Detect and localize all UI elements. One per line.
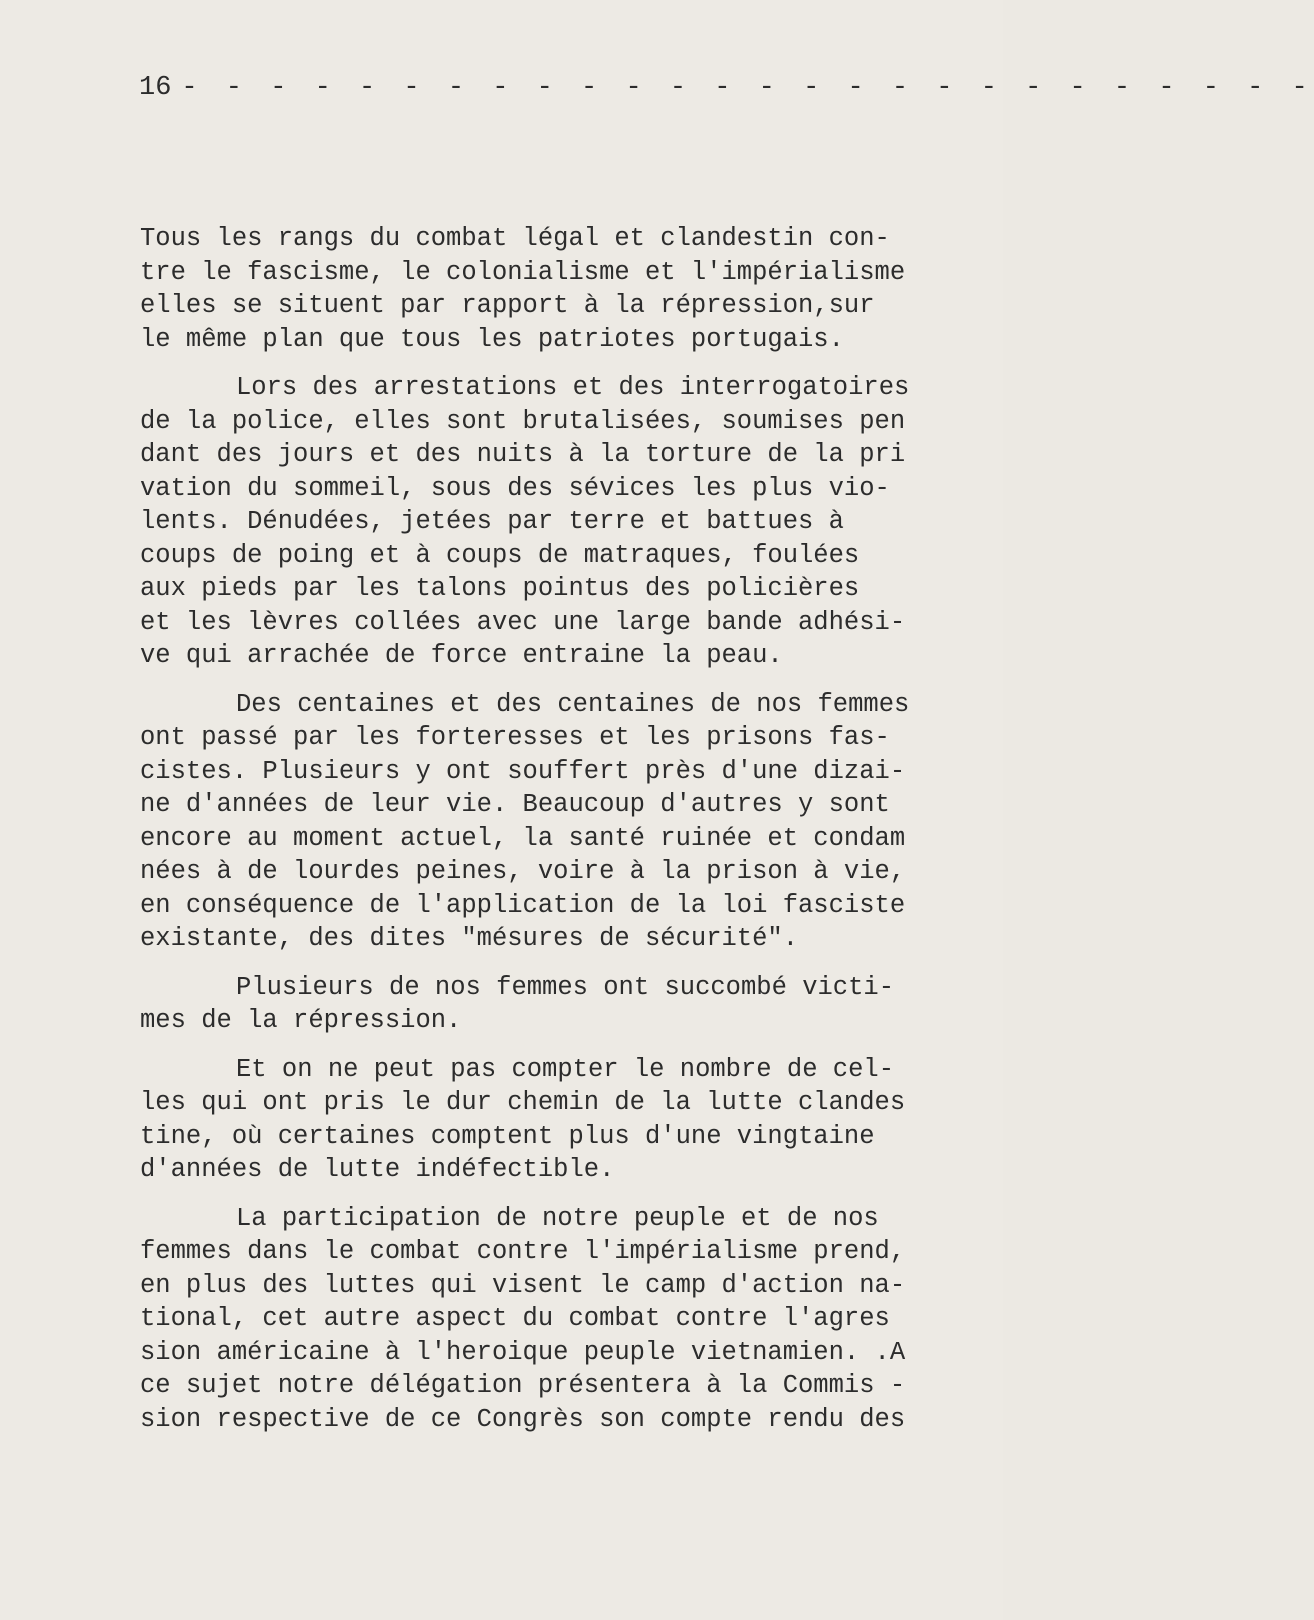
text-line: nées à de lourdes peines, voire à la prison à vie, [140, 857, 906, 886]
text-line: ont passé par les forteresses et les prisons fas- [140, 723, 890, 752]
text-line: femmes dans le combat contre l'impérialisme prend, [140, 1237, 906, 1266]
text-line: Et on ne peut pas compter le nombre de cel- [236, 1054, 895, 1084]
text-line: ne d'années de leur vie. Beaucoup d'autres y sont [140, 790, 890, 819]
text-line: Des centaines et des centaines de nos femmes [236, 689, 910, 719]
paragraph-3 [140, 688, 940, 956]
text-line: en plus des luttes qui visent le camp d'action na- [140, 1270, 906, 1300]
text-line: tre le fascisme, le colonialisme et l'impérialisme [140, 257, 906, 287]
text-line: Plusieurs de nos femmes ont succombé victi- [236, 972, 895, 1002]
body-text [140, 222, 940, 1451]
text-line: dant des jours et des nuits à la torture de la pri [140, 440, 906, 469]
text-line: cistes. Plusieurs y ont souffert près d'une dizai- [140, 756, 906, 786]
text-line: encore au moment actuel, la santé ruinée et condam [140, 823, 906, 853]
text-line: le même plan que tous les patriotes portugais. [140, 324, 844, 354]
text-line: d'années de lutte indéfectible. [140, 1155, 615, 1184]
text-line: elles se situent par rapport à la répression,sur [140, 291, 875, 320]
text-line: tional, cet autre aspect du combat contre l'agres [140, 1304, 890, 1333]
text-line: aux pieds par les talons pointus des policières [140, 574, 860, 603]
text-line: coups de poing et à coups de matraques, foulées [140, 540, 860, 570]
paragraph-2 [140, 371, 940, 673]
page-header [139, 66, 1314, 110]
paragraph-5 [140, 1053, 940, 1187]
text-line: sion américaine à l'heroique peuple vietnamien. .A [140, 1337, 906, 1367]
text-line: La participation de notre peuple et de nos [236, 1203, 879, 1233]
text-line: mes de la répression. [140, 1006, 462, 1035]
text-line: vation du sommeil, sous des sévices les plus vio- [140, 473, 890, 503]
text-line: les qui ont pris le dur chemin de la lutte clandes [140, 1088, 906, 1117]
text-line: ce sujet notre délégation présentera à la Commis - [140, 1371, 906, 1400]
text-line: lents. Dénudées, jetées par terre et battues à [140, 507, 844, 536]
text-line: sion respective de ce Congrès son compte rendu des [140, 1404, 906, 1434]
text-line: ve qui arrachée de force entraine la peau. [140, 641, 783, 670]
text-line: et les lèvres collées avec une large bande adhési- [140, 607, 906, 637]
page-number: 16 [139, 73, 172, 103]
paragraph-6 [140, 1202, 940, 1437]
text-line: de la police, elles sont brutalisées, soumises pen [140, 406, 906, 436]
text-line: tine, où certaines comptent plus d'une vingtaine [140, 1121, 875, 1151]
paragraph-1 [140, 222, 940, 356]
paragraph-4 [140, 971, 940, 1038]
text-line: en conséquence de l'application de la loi fasciste [140, 890, 906, 920]
text-line: Lors des arrestations et des interrogatoires [236, 373, 910, 402]
text-line: existante, des dites "mésures de sécurité". [140, 924, 799, 953]
header-dashed-rule: - - - - - - - - - - - - - - - - - - - - - - - - - - [181, 73, 1314, 103]
text-line: Tous les rangs du combat légal et clandestin con- [140, 224, 890, 253]
